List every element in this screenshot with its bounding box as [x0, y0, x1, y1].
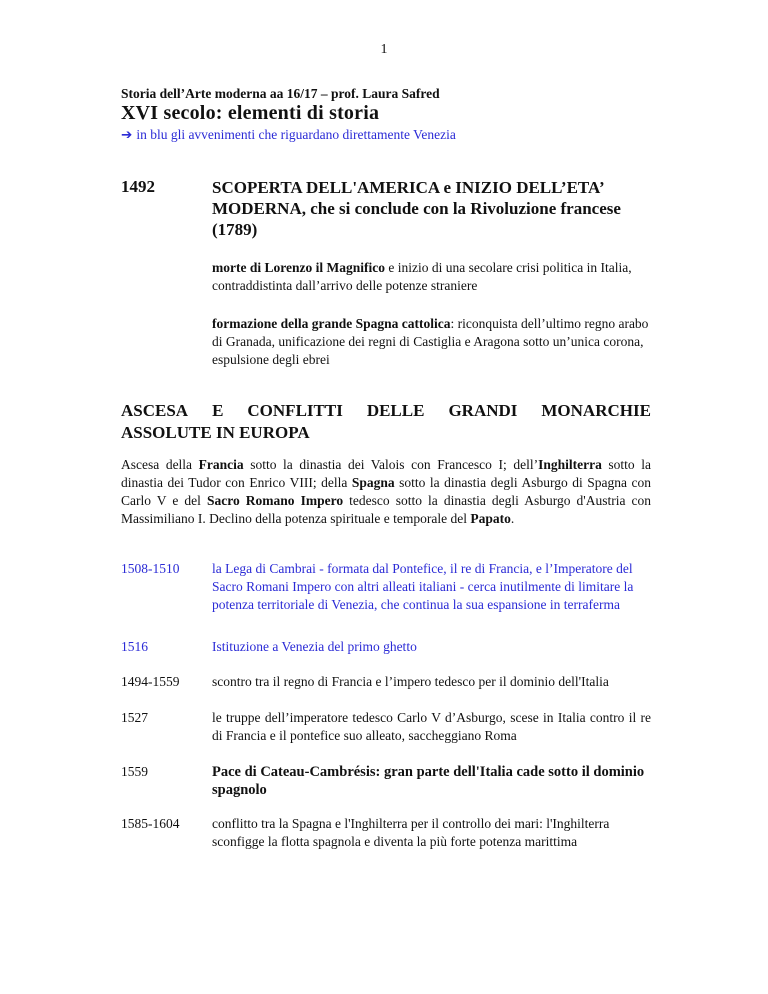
legend-text: in blu gli avvenimenti che riguardano direttamente Venezia: [136, 127, 456, 142]
section-heading-word: ASCESA: [121, 401, 189, 420]
paragraph-lorenzo: [212, 259, 652, 295]
intro-bold: Francia: [198, 457, 244, 472]
section-heading-word: MONARCHIE: [541, 401, 651, 420]
event-text: Istituzione a Venezia del primo ghetto: [212, 639, 417, 654]
event-text: le truppe dell’imperatore tedesco Carlo V d’Asburgo, scese in Italia contro il re di Francia e il pontefice suo alleato, saccheggiano Roma: [212, 710, 651, 743]
intro-bold: Inghilterra: [538, 457, 602, 472]
intro-text: sotto la dinastia degli Asburgo di Spagna con Carlo V e del: [121, 475, 651, 508]
intro-text: Ascesa della: [121, 457, 199, 472]
event-row: [121, 673, 651, 691]
color-legend: [121, 127, 456, 143]
paragraph-lorenzo-text: e inizio di una secolare crisi politica in Italia, contraddistinta dall’arrivo delle potenze straniere: [212, 260, 632, 293]
event-row: [121, 763, 651, 799]
event-year: 1585-1604: [121, 816, 180, 831]
event-text: la Lega di Cambrai - formata dal Pontefice, il re di Francia, e l’Imperatore del Sacro Romani Impero con altri alleati italiani - cerca inutilmente di limitare la potenza territoriale di Venezia, che continua la sua espansione in terraferma: [212, 561, 634, 612]
event-year: 1527: [121, 710, 148, 725]
event-year: 1516: [121, 639, 148, 654]
section-heading-word: E: [212, 401, 224, 420]
arrow-right-icon: ➔: [121, 127, 133, 142]
intro-bold: Sacro Romano Impero: [206, 493, 344, 508]
section-heading-word: GRANDI: [448, 401, 518, 420]
page-title: XVI secolo: elementi di storia: [121, 102, 380, 124]
paragraph-spagna: [212, 315, 652, 369]
section-heading-word: CONFLITTI: [247, 401, 343, 420]
event-text: Pace di Cateau-Cambrésis: gran parte dell'Italia cade sotto il dominio spagnolo: [212, 764, 645, 798]
year-1492: 1492: [121, 177, 155, 196]
intro-text: sotto la dinastia dei Tudor con Enrico VIII; della: [121, 457, 651, 490]
heading-1492: SCOPERTA DELL'AMERICA e INIZIO DELL’ETA’ MODERNA, che si conclude con la Rivoluzione francese (1789): [212, 178, 621, 239]
paragraph-spagna-text: : riconquista dell’ultimo regno arabo di Granada, unificazione dei regni di Castiglia e Aragona sotto un’unica corona, espulsione degli ebrei: [212, 316, 649, 367]
event-text: scontro tra il regno di Francia e l’impero tedesco per il dominio dell'Italia: [212, 674, 609, 689]
intro-text: tedesco sotto la dinastia degli Asburgo d'Austria con Massimiliano I. Declino della potenza spirituale e temporale del: [121, 493, 651, 526]
event-text: conflitto tra la Spagna e l'Inghilterra per il controllo dei mari: l'Inghilterra sconfigge la flotta spagnola e diventa la più forte potenza marittima: [212, 816, 610, 849]
intro-text: sotto la dinastia dei Valois con Francesco I; dell’: [243, 457, 539, 472]
event-row: [121, 709, 651, 745]
paragraph-spagna-bold: formazione della grande Spagna cattolica: [212, 316, 451, 331]
course-header: Storia dell’Arte moderna aa 16/17 – prof. Laura Safred: [121, 86, 440, 101]
event-year: 1508-1510: [121, 561, 180, 576]
intro-text: .: [510, 511, 515, 526]
intro-bold: Spagna: [351, 475, 395, 490]
event-year: 1559: [121, 764, 148, 779]
section-heading-line2: ASSOLUTE IN EUROPA: [121, 423, 310, 442]
paragraph-lorenzo-bold: morte di Lorenzo il Magnifico: [212, 260, 385, 275]
section-heading: [121, 400, 651, 444]
section-heading-word: DELLE: [366, 401, 425, 420]
event-row: [121, 560, 651, 614]
page-number: 1: [380, 42, 388, 57]
event-row: [121, 815, 651, 851]
section-intro: [121, 456, 651, 528]
event-row: [121, 638, 651, 656]
intro-bold: Papato: [470, 511, 511, 526]
event-year: 1494-1559: [121, 674, 180, 689]
